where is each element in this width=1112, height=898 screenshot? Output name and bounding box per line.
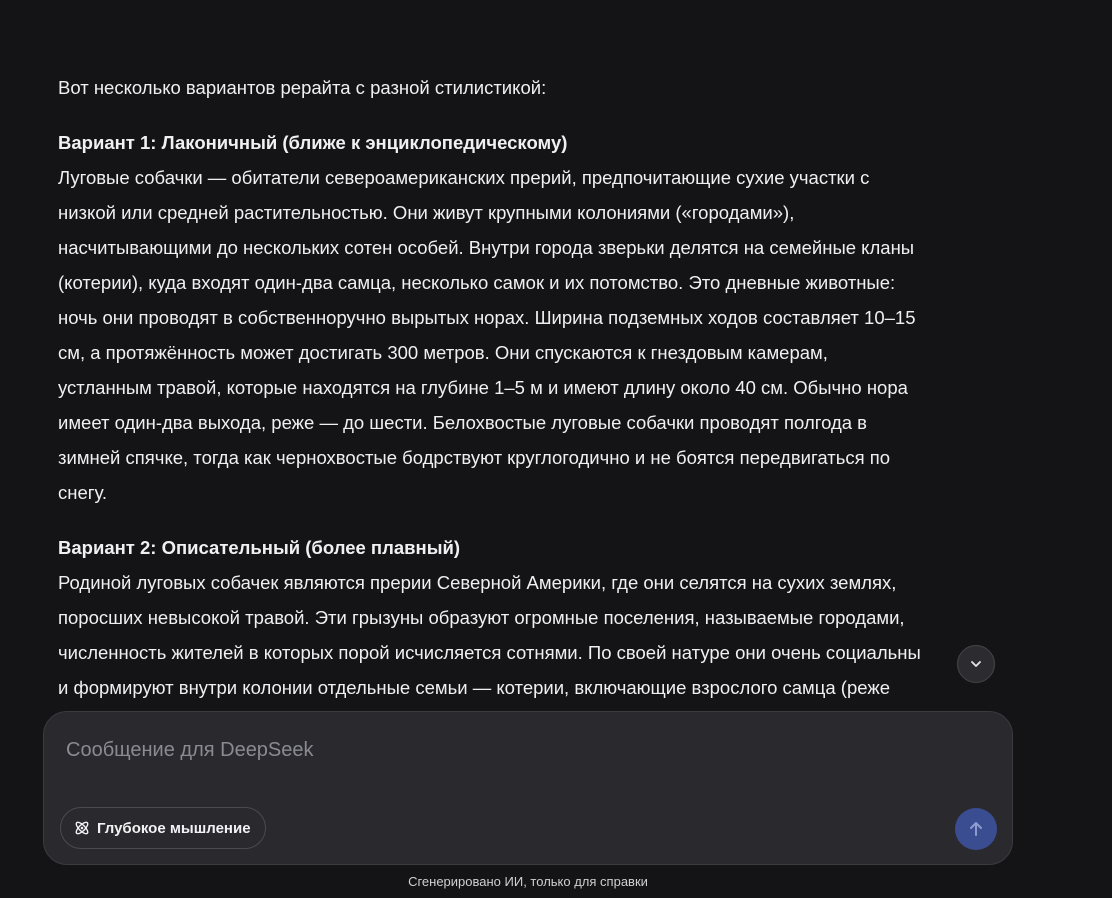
deep-think-label: Глубокое мышление <box>97 819 251 837</box>
variant-2-line: и формируют внутри колонии отдельные семьи — котерии, включающие взрослого самца (реже <box>58 677 890 698</box>
assistant-message <box>58 70 988 712</box>
variant-2-line: поросших невысокой травой. Эти грызуны образуют огромные поселения, называемые городами, <box>58 607 905 628</box>
variant-2-line: численность жителей в которых порой исчисляется сотнями. По своей натуре они очень социальны <box>58 642 921 663</box>
variant-1-line: имеет один-два выхода, реже — до шести. Белохвостые луговые собачки проводят полгода в <box>58 412 868 433</box>
ai-disclaimer: Сгенерировано ИИ, только для справки <box>408 874 648 889</box>
message-input[interactable] <box>64 732 968 768</box>
variant-1-title: Вариант 1: Лаконичный (ближе к энциклопедическому) <box>58 132 568 153</box>
atom-icon <box>73 819 91 837</box>
variant-1-line: устланным травой, которые находятся на глубине 1–5 м и имеют длину около 40 см. Обычно нора <box>58 377 908 398</box>
variant-1-line: (котерии), куда входят один-два самца, несколько самок и их потомство. Это дневные животные: <box>58 272 896 293</box>
variant-1-line: ночь они проводят в собственноручно вырытых норах. Ширина подземных ходов составляет 10–15 <box>58 307 916 328</box>
variant-2 <box>58 530 988 705</box>
send-button[interactable] <box>955 808 997 850</box>
variant-1-line: снегу. <box>58 482 108 503</box>
variant-1-line: низкой или средней растительностью. Они живут крупными колониями («городами»), <box>58 202 795 223</box>
deep-think-button[interactable] <box>60 807 266 849</box>
variant-1-line: зимней спячке, тогда как чернохвостые бодрствуют круглогодично и не боятся передвигаться по <box>58 447 891 468</box>
variant-2-title: Вариант 2: Описательный (более плавный) <box>58 537 461 558</box>
variant-1-line: насчитывающими до нескольких сотен особей. Внутри города зверьки делятся на семейные кланы <box>58 237 915 258</box>
chevron-down-icon <box>969 657 983 671</box>
variant-2-line: Родиной луговых собачек являются прерии Северной Америки, где они селятся на сухих землях, <box>58 572 897 593</box>
variant-1-line: см, а протяжённость может достигать 300 метров. Они спускаются к гнездовым камерам, <box>58 342 828 363</box>
variant-1-line: Луговые собачки — обитатели североамериканских прерий, предпочитающие сухие участки с <box>58 167 870 188</box>
arrow-up-icon <box>966 819 986 839</box>
message-intro: Вот несколько вариантов рерайта с разной стилистикой: <box>58 77 547 98</box>
variant-1 <box>58 125 988 510</box>
scroll-down-button[interactable] <box>957 645 995 683</box>
message-composer <box>43 711 1013 865</box>
